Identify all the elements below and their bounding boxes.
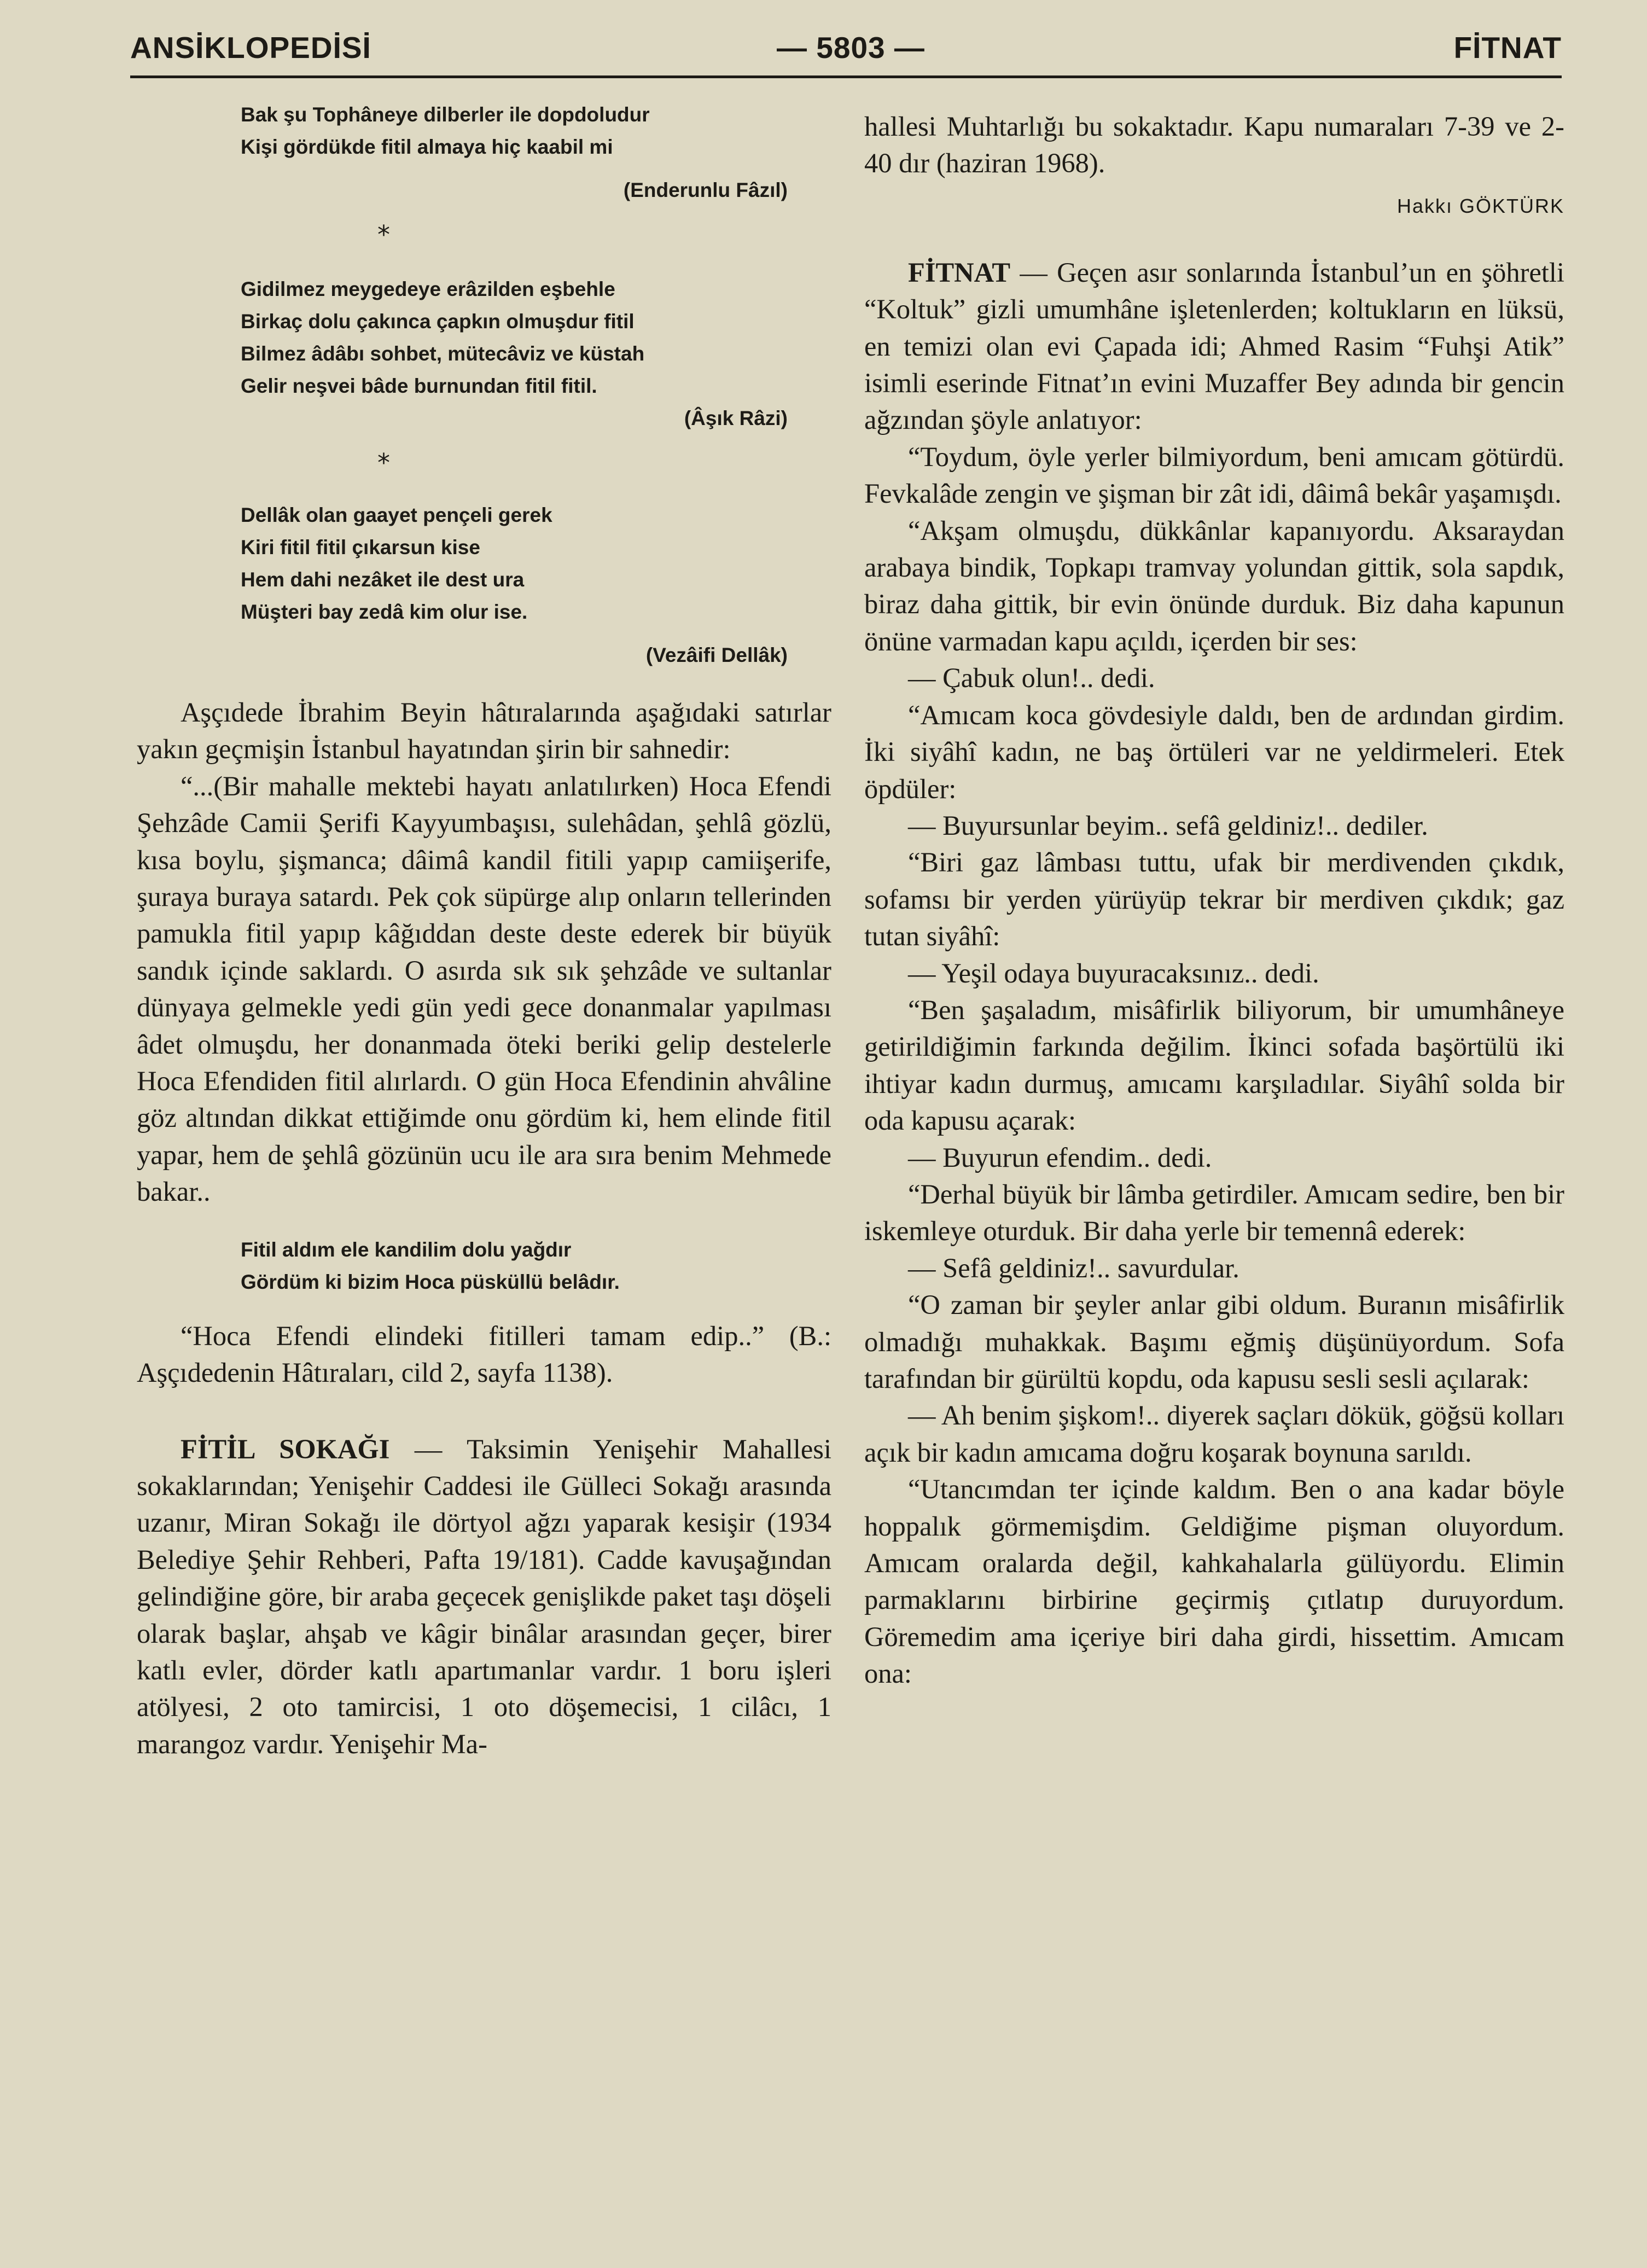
page-number: — 5803 — xyxy=(777,31,925,65)
verse-line: Gördüm ki bizim Hoca püsküllü belâdır. xyxy=(241,1270,620,1293)
paragraph: “Utancımdan ter içinde kaldım. Ben o ana kadar böyle hoppalık görmemişdim. Geldiğime pişman oluyordum. Amıcam oralarda değil, kahkahalarla gülüyordu. Elimin parmaklarını birbirine geçirmiş çıtlatıp duruyordum. Göremedim ama içeriye biri daha girdi, hissettim. Amıcam ona: xyxy=(864,1474,1564,1689)
verse-line: Bilmez âdâbı sohbet, mütecâviz ve küstah xyxy=(241,342,645,365)
paragraph: “Ben şaşaladım, misâfirlik biliyorum, bir umumhâneye getirildiğimin farkında değilim. İkinci sofada başörtülü iki ihtiyar kadın durmuş, amıcamı karşıladılar. Siyâhî solda bir oda kapusu açarak: xyxy=(864,994,1564,1136)
paragraph: hallesi Muhtarlığı bu sokaktadır. Kapu numaraları 7-39 ve 2-40 dır (haziran 1968). xyxy=(864,111,1564,179)
paragraph: “Biri gaz lâmbası tuttu, ufak bir merdivenden çıkdık, sofamsı bir yerden yürüyüp tekrar bir merdiven çıkdık; gaz tutan siyâhî: xyxy=(864,847,1564,952)
verse-line: Dellâk olan gaayet pençeli gerek xyxy=(241,504,552,526)
paragraph: “Akşam olmuşdu, dükkânlar kapanıyordu. Aksaraydan arabaya bindik, Topkapı tramvay yolundan gittik, sola sapdık, biraz daha gittik, bir evin önünde durduk. Biz daha kapunun önüne varmadan kapu açıldı, içerden bir ses: xyxy=(864,515,1564,656)
verse-block-3 xyxy=(241,499,788,671)
dialogue-line: — Buyursunlar beyim.. sefâ geldiniz!.. dediler. xyxy=(908,810,1428,841)
paragraph: “Hoca Efendi elindeki fitilleri tamam edip..” (B.: Aşçıdedenin Hâtıraları, cild 2, sayfa 1138). xyxy=(137,1320,831,1388)
header-entry: FİTNAT xyxy=(1453,31,1562,65)
verse-line: Bak şu Tophâneye dilberler ile dopdoludur xyxy=(241,103,650,126)
right-column xyxy=(864,98,1564,1693)
entry-title: FİTNAT xyxy=(908,257,1011,288)
dialogue-line: — Buyurun efendim.. dedi. xyxy=(908,1142,1212,1173)
verse-block-4 xyxy=(241,1234,831,1298)
paragraph: “Derhal büyük bir lâmba getirdiler. Amıcam sedire, ben bir iskemleye oturduk. Bir daha yerle bir temennâ ederek: xyxy=(864,1178,1564,1247)
dialogue-line: — Sefâ geldiniz!.. savurdular. xyxy=(908,1252,1239,1283)
verse-attribution: (Âşık Râzi) xyxy=(684,407,788,429)
verse-line: Kişi gördükde fitil almaya hiç kaabil mi xyxy=(241,136,613,158)
entry-fitil-sokagi xyxy=(137,1431,831,1763)
paragraph: “Toydum, öyle yerler bilmiyordum, beni amıcam götürdü. Fevkalâde zengin ve şişman bir zât idi, dâimâ bekâr yaşamışdı. xyxy=(864,441,1564,509)
entry-fitnat xyxy=(864,254,1564,439)
entry-text: — Taksimin Yenişehir Mahallesi sokaklarından; Yenişehir Caddesi ile Gülleci Sokağı arasında uzanır, Miran Sokağı ile dörtyol ağzı yaparak kesişir (1934 Belediye Şehir Rehberi, Pafta 19/181). Cadde kavuşağından gelindiğine göre, bir araba geçecek genişlikde paket taşı döşeli olarak başlar, ahşab ve kâgir binâlar arasından geçer, birer katlı evler, dörder katlı apartımanlar vardır. 1 boru işleri atölyesi, 2 oto tamircisi, 1 oto döşemecisi, 1 cilâcı, 1 marangoz vardır. Yenişehir Ma- xyxy=(137,1433,831,1759)
left-column xyxy=(137,98,831,1763)
separator-star: * xyxy=(377,448,390,478)
entry-title: FİTİL SOKAĞI xyxy=(181,1433,390,1464)
verse-line: Gelir neşvei bâde burnundan fitil fitil. xyxy=(241,375,597,397)
author-signature: Hakkı GÖKTÜRK xyxy=(1396,194,1564,217)
verse-line: Müşteri bay zedâ kim olur ise. xyxy=(241,601,528,623)
dialogue-line: — Ah benim şişkom!.. diyerek saçları dökük, göğsü kolları açık bir kadın amıcama doğru koşarak boynuna sarıldı. xyxy=(864,1400,1564,1468)
header-encyclopedia: ANSİKLOPEDİSİ xyxy=(130,31,371,65)
verse-line: Fitil aldım ele kandilim dolu yağdır xyxy=(241,1238,572,1261)
verse-line: Gidilmez meygedeye erâzilden eşbehle xyxy=(241,278,615,300)
paragraph: “...(Bir mahalle mektebi hayatı anlatılırken) Hoca Efendi Şehzâde Camii Şerifi Kayyumbaşısı, sulehâdan, şehlâ gözlü, kısa boylu, şişmanca; dâimâ kandil fitili yapıp camiişerife, şuraya buraya satardı. Pek çok süpürge alıp onların tellerinden pamukla fitil yapıp kâğıddan deste deste ederek bir büyük sandık içinde saklardı. O asırda sık sık şehzâde ve sultanlar dünyaya gelmekle yedi gün yedi gece donanmalar yapılması âdet olmuşdu, her donanmada öteki beriki gelip destelerle Hoca Efendiden fitil alırlardı. O gün Hoca Efendinin ahvâline göz altından dikkat ettiğimde onu gördüm ki, hem elinde fitil yapar, hem de şehlâ gözünün ucu ile ara sıra benim Mehmede bakar.. xyxy=(137,770,831,1207)
dialogue-line: — Çabuk olun!.. dedi. xyxy=(908,662,1155,694)
verse-line: Birkaç dolu çakınca çapkın olmuşdur fitil xyxy=(241,310,635,333)
header-rule xyxy=(130,75,1562,78)
verse-attribution: (Enderunlu Fâzıl) xyxy=(623,179,788,201)
verse-block-2 xyxy=(241,273,788,434)
verse-line: Kiri fitil fitil çıkarsun kise xyxy=(241,536,480,559)
paragraph: Aşçıdede İbrahim Beyin hâtıralarında aşağıdaki satırlar yakın geçmişin İstanbul hayatından şirin bir sahnedir: xyxy=(137,697,831,765)
dialogue-line: — Yeşil odaya buyuracaksınız.. dedi. xyxy=(908,957,1319,988)
entry-text: — Geçen asır sonlarında İstanbul’un en şöhretli “Koltuk” gizli umumhâne işletenlerden; koltukların en lüksü, en temizi olan evi Çapada idi; Ahmed Rasim “Fuhşi Atik” isimli eserinde Fitnat’ın evini Muzaffer Bey adında bir gencin ağzından şöyle anlatıyor: xyxy=(864,257,1564,435)
paragraph: “Amıcam koca gövdesiyle daldı, ben de ardından girdim. İki siyâhî kadın, ne baş örtüleri var ne yeldirmeleri. Etek öpdüler: xyxy=(864,699,1564,804)
verse-attribution: (Vezâifi Dellâk) xyxy=(645,644,788,666)
separator-star: * xyxy=(377,220,390,249)
paragraph: “O zaman bir şeyler anlar gibi oldum. Buranın misâfirlik olmadığı muhakkak. Başımı eğmiş düşünüyordum. Sofa tarafından bir gürültü kopdu, oda kapusu sesli sesli açılarak: xyxy=(864,1289,1564,1394)
verse-line: Hem dahi nezâket ile dest ura xyxy=(241,568,525,591)
verse-block-1 xyxy=(241,98,788,206)
